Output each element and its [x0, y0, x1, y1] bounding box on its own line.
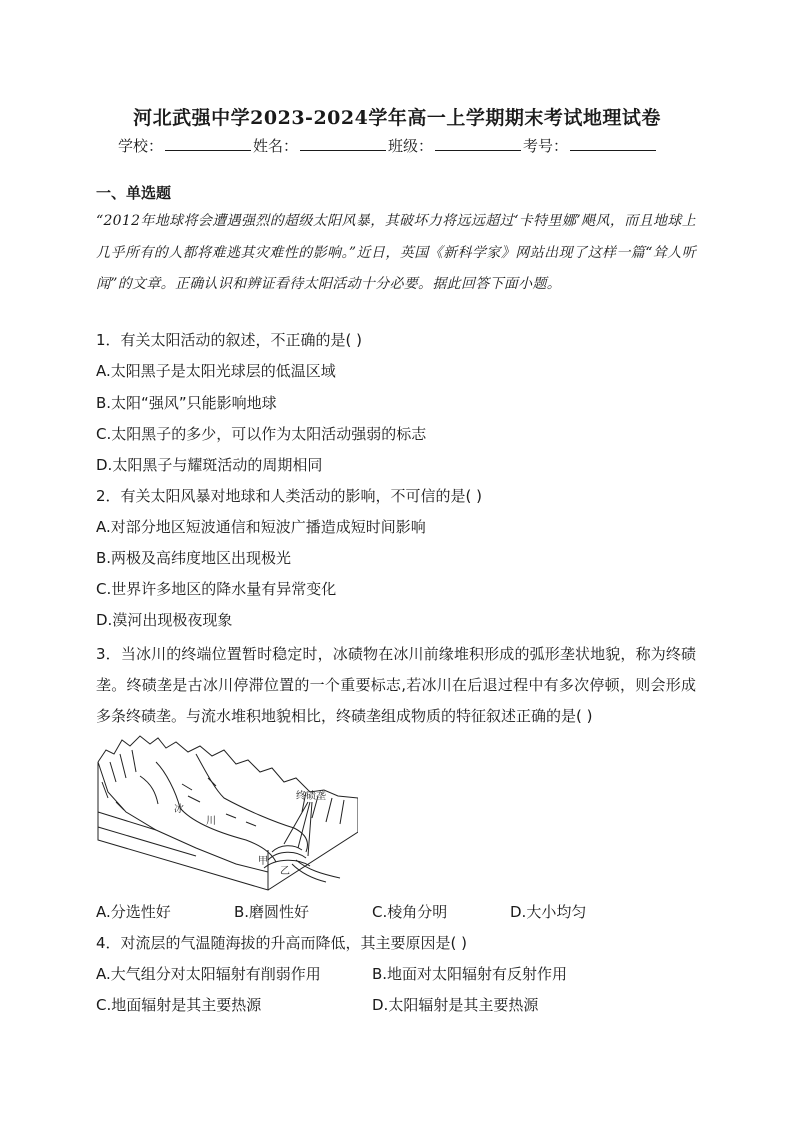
q1-option-c[interactable]: C.太阳黑子的多少，可以作为太阳活动强弱的标志	[96, 425, 427, 443]
q1-option-b[interactable]: B.太阳“强风”只能影响地球	[96, 394, 277, 412]
moraine-label: 终碛垄	[296, 791, 326, 802]
name-label: 姓名：	[253, 137, 299, 155]
glacier-block-diagram	[96, 732, 358, 892]
q2-option-b[interactable]: B.两极及高纬度地区出现极光	[96, 549, 292, 567]
name-blank[interactable]	[300, 136, 386, 151]
section-title: 一、单选题	[96, 184, 172, 202]
reading-passage: “2012年地球将会遭遇强烈的超级太阳风暴，其破坏力将远远超过‘卡特里娜’飓风，而且地球上几乎所有的人都将难逃其灾难性的影响。”近日，英国《新科学家》网站出现了这样一篇“耸人听闻”的文章。正确认识和辨证看待太阳活动十分必要。据此回答下面小题。	[96, 213, 696, 292]
q1-option-a[interactable]: A.太阳黑子是太阳光球层的低温区域	[96, 362, 336, 380]
q4-option-a[interactable]: A.大气组分对太阳辐射有削弱作用	[96, 965, 321, 983]
class-label: 班级：	[388, 137, 434, 155]
q3-option-c[interactable]: C.棱角分明	[372, 903, 448, 921]
q3-option-a[interactable]: A.分选性好	[96, 903, 171, 921]
q2-option-d[interactable]: D.漠河出现极夜现象	[96, 611, 233, 629]
number-label: 考号：	[523, 137, 569, 155]
q4-option-d[interactable]: D.太阳辐射是其主要热源	[372, 996, 539, 1014]
label-jia: 甲	[258, 856, 268, 867]
q3-option-b[interactable]: B.磨圆性好	[234, 903, 310, 921]
student-info-row	[118, 135, 658, 156]
glacier-label-ice: 冰	[174, 804, 184, 815]
q1-option-d[interactable]: D.太阳黑子与耀斑活动的周期相同	[96, 456, 323, 474]
q4-option-b[interactable]: B.地面对太阳辐射有反射作用	[372, 965, 568, 983]
q2-stem: 2．有关太阳风暴对地球和人类活动的影响，不可信的是( )	[96, 487, 483, 505]
exam-title: 河北武强中学2023-2024学年高一上学期期末考试地理试卷	[133, 107, 661, 129]
q2-option-a[interactable]: A.对部分地区短波通信和短波广播造成短时间影响	[96, 518, 426, 536]
q3-stem: 3．当冰川的终端位置暂时稳定时，冰碛物在冰川前缘堆积形成的弧形垄状地貌，称为终碛垄。终碛垄是古冰川停滞位置的一个重要标志,若冰川在后退过程中有多次停顿，则会形成多条终碛垄。与流水堆积地貌相比，终碛垄组成物质的特征叙述正确的是( )	[96, 645, 696, 725]
q3-option-d[interactable]: D.大小均匀	[510, 903, 587, 921]
glacier-label-river: 川	[206, 816, 216, 827]
q4-stem: 4．对流层的气温随海拔的升高而降低，其主要原因是( )	[96, 934, 468, 952]
q4-option-c[interactable]: C.地面辐射是其主要热源	[96, 996, 262, 1014]
q2-option-c[interactable]: C.世界许多地区的降水量有异常变化	[96, 580, 337, 598]
school-blank[interactable]	[165, 136, 251, 151]
label-yi: 乙	[280, 866, 290, 877]
school-label: 学校：	[118, 137, 164, 155]
class-blank[interactable]	[435, 136, 521, 151]
q1-stem: 1．有关太阳活动的叙述，不正确的是( )	[96, 331, 363, 349]
number-blank[interactable]	[570, 136, 656, 151]
